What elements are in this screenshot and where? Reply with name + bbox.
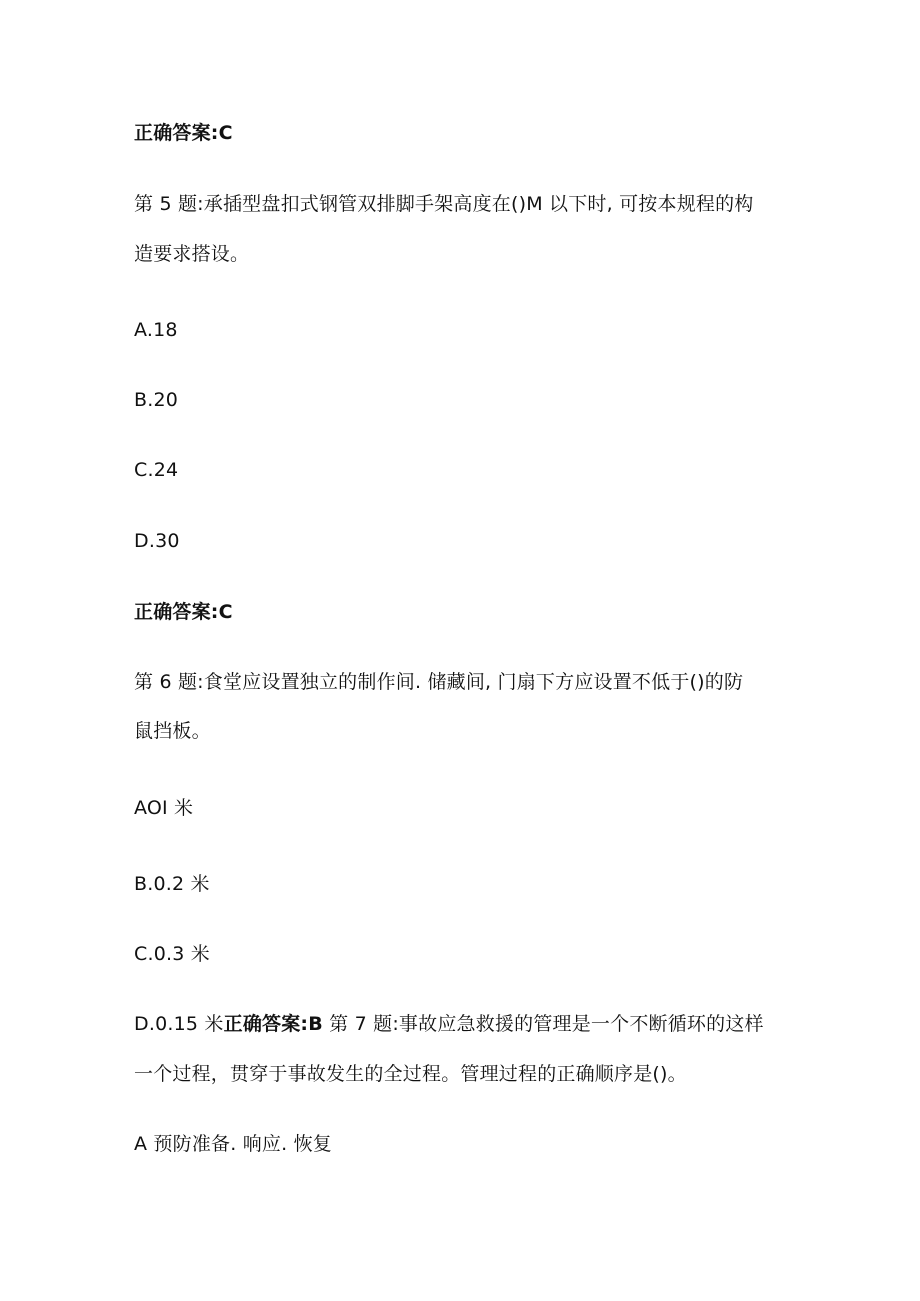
question-5-text-cont: 造要求搭设。 [134, 243, 250, 265]
q5-option-a: A.18 [134, 319, 178, 341]
answer-q4: 正确答案:C [134, 122, 233, 144]
q6-option-b: B.0.2 米 [134, 873, 210, 895]
q5-option-d: D.30 [134, 530, 180, 552]
q6-option-d: D.0.15 米 [134, 1013, 224, 1035]
question-6-text: 第 6 题:食堂应设置独立的制作间. 储藏间, 门扇下方应设置不低于()的防 [134, 671, 744, 693]
answer-q6: 正确答案:B [223, 1013, 323, 1035]
q5-option-c: C.24 [134, 459, 179, 481]
answer-q5: 正确答案:C [134, 601, 233, 623]
question-7-text: 第 7 题:事故应急救援的管理是一个不断循环的这样 [322, 1013, 764, 1035]
q6-option-d-row [134, 1012, 764, 1036]
question-6-text-cont: 鼠挡板。 [134, 720, 211, 742]
q7-option-a: A 预防准备. 响应. 恢复 [134, 1133, 332, 1155]
q6-option-c: C.0.3 米 [134, 943, 210, 965]
question-5-text: 第 5 题:承插型盘扣式钢管双排脚手架高度在()M 以下时, 可按本规程的构 [134, 193, 754, 215]
q6-option-a: AOI 米 [134, 797, 194, 819]
question-7-text-cont: 一个过程，贯穿于事故发生的全过程。管理过程的正确顺序是()。 [134, 1063, 687, 1085]
q5-option-b: B.20 [134, 389, 179, 411]
